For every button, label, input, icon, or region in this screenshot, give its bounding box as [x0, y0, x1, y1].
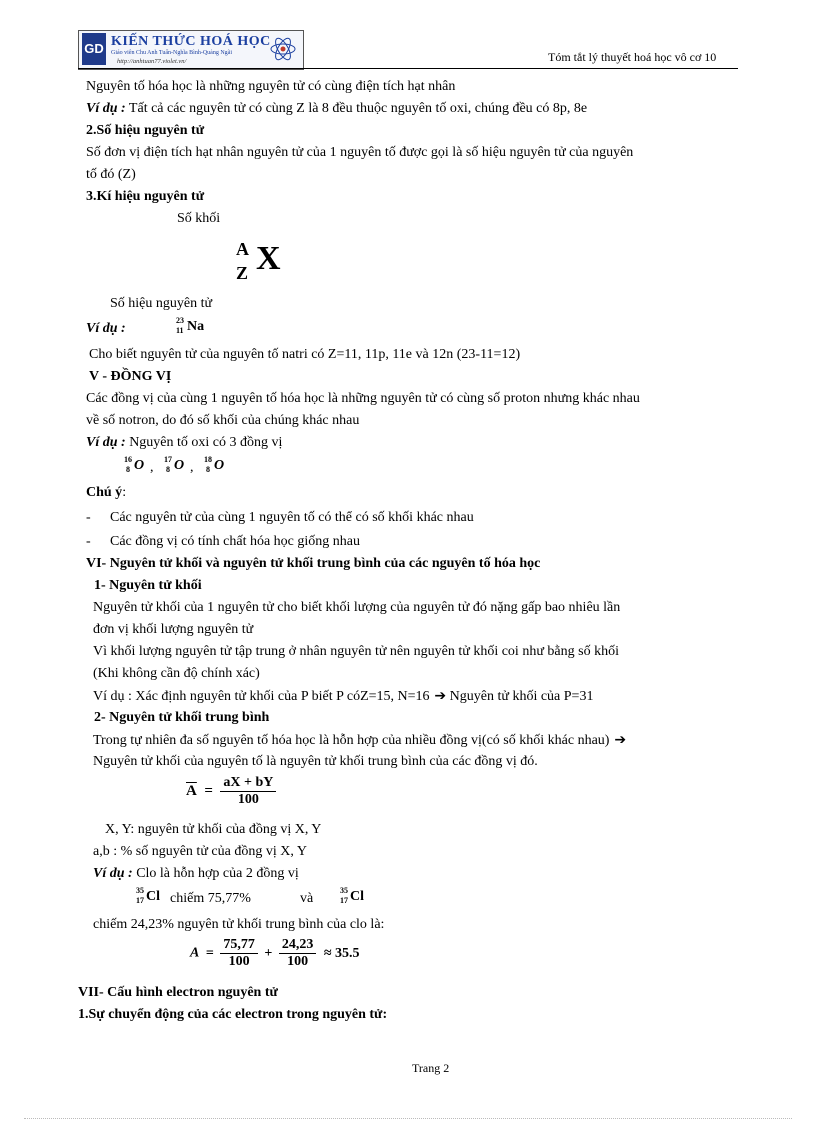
- example-label: Ví dụ :: [86, 321, 126, 336]
- subheading: 1- Nguyên tử khối: [94, 578, 202, 593]
- paragraph: Vì khối lượng nguyên tử tập trung ở nhân nguyên tử nên nguyên tử khối coi như bằng số khối: [93, 644, 619, 659]
- bullet-dash: -: [86, 534, 91, 549]
- example-line: [86, 102, 587, 116]
- arrow-right-icon: ➔: [429, 688, 447, 704]
- paragraph: và: [300, 891, 314, 906]
- chlorine-isotope-second: 35 17 Cl: [340, 886, 364, 905]
- chlorine-isotope-35: 35 17 Cl: [136, 886, 160, 905]
- header-logo: [78, 30, 304, 70]
- paragraph: Nguyên tử khối của nguyên tố là nguyên tử khối trung bình của các đồng vị đó.: [93, 754, 538, 769]
- section-heading: V - ĐỒNG VỊ: [89, 369, 172, 384]
- atom-icon: [269, 35, 297, 63]
- paragraph: Số đơn vị điện tích hạt nhân nguyên tử của 1 nguyên tố được gọi là số hiệu nguyên tử của nguyên: [86, 145, 634, 160]
- paragraph: a,b : % số nguyên tử của đồng vị X, Y: [93, 844, 307, 859]
- logo-title: KIẾN THỨC HOÁ HỌC: [111, 34, 271, 49]
- notation-a: A: [236, 239, 249, 259]
- notation-x: X: [256, 240, 281, 277]
- paragraph: về số notron, do đó số khối của chúng khác nhau: [86, 413, 360, 428]
- logo-subtitle: Giáo viên Chu Anh Tuấn-Nghĩa Bình-Quảng Ngãi: [111, 50, 232, 56]
- example-line: Ví dụ : Clo là hỗn hợp của 2 đồng vị: [93, 866, 299, 881]
- average-mass-formula: $\overline{A}$ = $\frac{aX + bY}{100}$: [186, 776, 276, 816]
- atomic-number-label: Số hiệu nguyên tử: [110, 296, 213, 311]
- logo-url: http://anhtuan77.violet.vn/: [117, 58, 187, 65]
- paragraph: Trong tự nhiên đa số nguyên tố hóa học là hỗn hợp của nhiều đồng vị(có số khối khác nhau) ➔: [93, 732, 627, 748]
- document-title: Tóm tắt lý thuyết hoá học vô cơ 10: [548, 50, 717, 64]
- heading: 3.Kí hiệu nguyên tử: [86, 189, 205, 204]
- heading: 2.Số hiệu nguyên tử: [86, 123, 205, 138]
- bullet-dash: -: [86, 510, 91, 525]
- paragraph: Nguyên tố hóa học là những nguyên tử có cùng điện tích hạt nhân: [86, 79, 456, 94]
- page-bottom-rule: [24, 1118, 792, 1119]
- page-number: Trang 2: [412, 1061, 450, 1075]
- paragraph: Nguyên tử khối của 1 nguyên tử cho biết khối lượng của nguyên tử đó nặng gấp bao nhiêu lần: [93, 600, 621, 615]
- nuclide-notation: [236, 238, 296, 284]
- example-text: Tất cả các nguyên tử có cùng Z là 8 đều thuộc nguyên tố oxi, chúng đều có 8p, 8e: [125, 101, 588, 116]
- note-heading: Chú ý:: [86, 485, 127, 500]
- paragraph: Cho biết nguyên tử của nguyên tố natri có Z=11, 11p, 11e và 12n (23-11=12): [89, 347, 521, 362]
- paragraph: (Khi không cần độ chính xác): [93, 666, 260, 681]
- list-item: Các đồng vị có tính chất hóa học giống nhau: [110, 534, 360, 549]
- paragraph: đơn vị khối lượng nguyên tử: [93, 622, 254, 637]
- subheading: 1.Sự chuyển động của các electron trong nguyên tử:: [78, 1007, 388, 1022]
- section-heading: VII- Cấu hình electron nguyên tử: [78, 985, 278, 1000]
- paragraph: chiếm 24,23% nguyên tử khối trung bình của clo là:: [93, 917, 385, 932]
- paragraph: X, Y: nguyên tử khối của đồng vị X, Y: [105, 822, 322, 837]
- logo-mark: GD: [82, 33, 106, 65]
- chlorine-average-formula: A = $\frac{75,77}{100}$ + $\frac{24,23}{100}$ ≈ 35.5: [190, 937, 360, 969]
- subheading: 2- Nguyên tử khối trung bình: [94, 710, 270, 725]
- oxygen-isotopes: 16 8 O , 17 8 O , 18 8 O: [124, 455, 225, 475]
- arrow-right-icon: ➔: [609, 732, 627, 748]
- sodium-symbol: 23 11 Na: [176, 316, 205, 335]
- example-line: Ví dụ : Nguyên tố oxi có 3 đồng vị: [86, 435, 283, 450]
- section-heading: VI- Nguyên tử khối và nguyên tử khối trung bình của các nguyên tố hóa học: [86, 556, 541, 571]
- paragraph: tố đó (Z): [86, 167, 136, 182]
- example-label: Ví dụ :: [86, 101, 126, 116]
- mass-number-label: Số khối: [177, 211, 221, 226]
- paragraph: Các đồng vị của cùng 1 nguyên tố hóa học là những nguyên tử có cùng số proton nhưng khác nhau: [86, 391, 640, 406]
- notation-z: Z: [236, 263, 249, 283]
- list-item: Các nguyên tử của cùng 1 nguyên tố có thể có số khối khác nhau: [110, 510, 474, 525]
- example-line: Ví dụ : Xác định nguyên tử khối của P biết P cóZ=15, N=16 ➔ Nguyên tử khối của P=31: [93, 688, 594, 704]
- paragraph: chiếm 75,77%: [170, 891, 251, 906]
- header-rule: [78, 68, 738, 69]
